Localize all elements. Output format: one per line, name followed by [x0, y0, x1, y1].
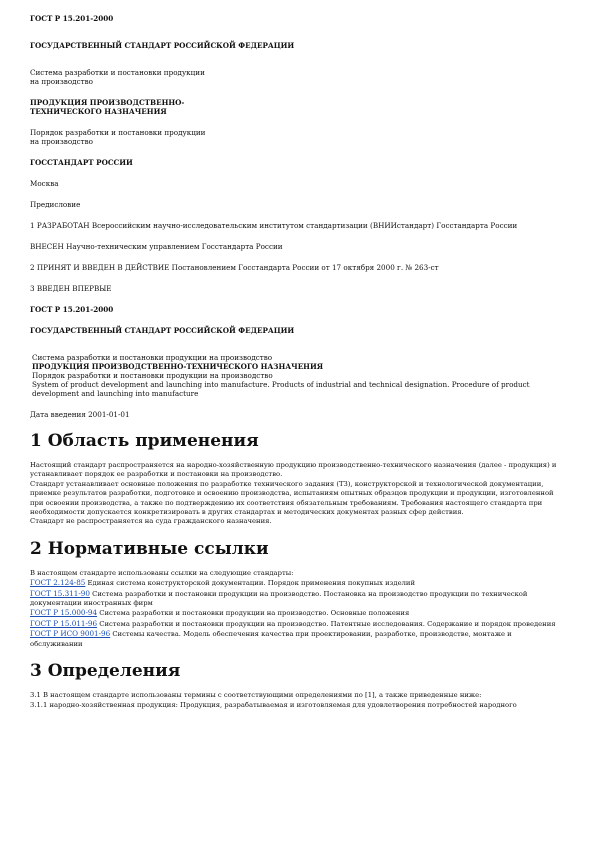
reference-item	[30, 629, 565, 649]
order-line-2: на производство	[30, 137, 93, 146]
title-block-line-1: Система разработки и постановки продукции на производство	[32, 353, 273, 362]
reference-link[interactable]: ГОСТ Р ИСО 9001-96	[30, 629, 111, 639]
reference-item	[30, 578, 565, 588]
title-block-english: System of product development and launching into manufacture. Products of industrial and technical designation. Procedure of product development and launching into manufacture	[32, 380, 530, 398]
reference-item	[30, 589, 565, 609]
title-block-line-2: ПРОДУКЦИЯ ПРОИЗВОДСТВЕННО-ТЕХНИЧЕСКОГО НАЗНАЧЕНИЯ	[32, 362, 324, 371]
standard-title: ГОСУДАРСТВЕННЫЙ СТАНДАРТ РОССИЙСКОЙ ФЕДЕРАЦИИ	[30, 41, 295, 50]
section-2-heading: 2 Нормативные ссылки	[30, 538, 269, 559]
publisher: ГОССТАНДАРТ РОССИИ	[30, 158, 133, 167]
reference-text: Системы качества. Модель обеспечения качества при проектировании, разработке, производстве, монтаже и обслуживании	[30, 630, 512, 648]
system-line-2: на производство	[30, 77, 93, 86]
standard-title-repeat: ГОСУДАРСТВЕННЫЙ СТАНДАРТ РОССИЙСКОЙ ФЕДЕРАЦИИ	[30, 326, 295, 335]
system-line-1: Система разработки и постановки продукции	[30, 68, 205, 77]
document-page	[30, 14, 565, 710]
section-3-heading: 3 Определения	[30, 661, 181, 682]
foreword-heading: Предисловие	[30, 200, 81, 209]
reference-text: Система разработки и постановки продукции на производство. Патентные исследования. Содержание и порядок проведения	[97, 619, 556, 628]
product-title-line-1: ПРОДУКЦИЯ ПРОИЗВОДСТВЕННО-	[30, 98, 185, 107]
city: Москва	[30, 179, 59, 188]
reference-link[interactable]: ГОСТ Р 15.011-96	[30, 618, 98, 628]
reference-link[interactable]: ГОСТ 2.124-85	[30, 578, 86, 588]
foreword-item-3: 3 ВВЕДЕН ВПЕРВЫЕ	[30, 284, 112, 293]
reference-text: Система разработки и постановки продукции на производство. Постановка на производство продукции по технической документации иностранных фирм	[30, 589, 528, 608]
reference-item	[30, 619, 565, 629]
section-1-paragraph-1: Настоящий стандарт распространяется на народно-хозяйственную продукцию производственно-технического назначения (далее - продукция) и устанавливает порядок ее разработки и постановки на производство.	[30, 461, 557, 479]
title-block-line-3: Порядок разработки и постановки продукции на производство	[32, 371, 273, 380]
section-3-paragraph-1: 3.1 В настоящем стандарте использованы термины с соответствующими определениями по [1], а также приведенные ниже:	[30, 691, 482, 700]
section-1-paragraph-2: Стандарт устанавливает основные положения по разработке технического задания (ТЗ), конструкторской и технологической документации, приемке результатов разработки, подготовке и освоению производства, испытаниям опытных образцов продукции и продукции, изготовленной при освоении производства, а также по подтверждению их соответствия обязательным требованиям. Требования настоящего стандарта при необходимости допускается конкретизировать в других стандартах и методических документах разных сфер действия.	[30, 479, 554, 517]
reference-text: Система разработки и постановки продукции на производство. Основные положения	[97, 609, 410, 618]
foreword-item-1: 1 РАЗРАБОТАН Всероссийским научно-исследовательским институтом стандартизации (ВНИИстандарт) Госстандарта России	[30, 221, 518, 230]
section-1-paragraph-3: Стандарт не распространяется на суда гражданского назначения.	[30, 517, 272, 526]
title-block	[32, 353, 565, 398]
introduction-date: Дата введения 2001-01-01	[30, 410, 130, 419]
foreword-item-1b: ВНЕСЕН Научно-техническим управлением Госстандарта России	[30, 242, 283, 251]
reference-link[interactable]: ГОСТ 15.311-90	[30, 588, 90, 598]
product-title-line-2: ТЕХНИЧЕСКОГО НАЗНАЧЕНИЯ	[30, 107, 167, 116]
reference-text: Единая система конструкторской документации. Порядок применения покупных изделий	[85, 579, 415, 588]
gost-code-repeat: ГОСТ Р 15.201-2000	[30, 305, 114, 314]
reference-link[interactable]: ГОСТ Р 15.000-94	[30, 608, 98, 618]
order-line-1: Порядок разработки и постановки продукции	[30, 128, 206, 137]
gost-code: ГОСТ Р 15.201-2000	[30, 14, 114, 23]
section-2-intro: В настоящем стандарте использованы ссылки на следующие стандарты:	[30, 568, 294, 577]
section-1-heading: 1 Область применения	[30, 431, 259, 451]
reference-item	[30, 608, 565, 618]
foreword-item-2: 2 ПРИНЯТ И ВВЕДЕН В ДЕЙСТВИЕ Постановлением Госстандарта России от 17 октября 2000 г. № 263-ст	[30, 263, 439, 272]
section-3-paragraph-2: 3.1.1 народно-хозяйственная продукция: Продукция, разрабатываемая и изготовляемая для удовлетворения потребностей народного	[30, 700, 517, 709]
